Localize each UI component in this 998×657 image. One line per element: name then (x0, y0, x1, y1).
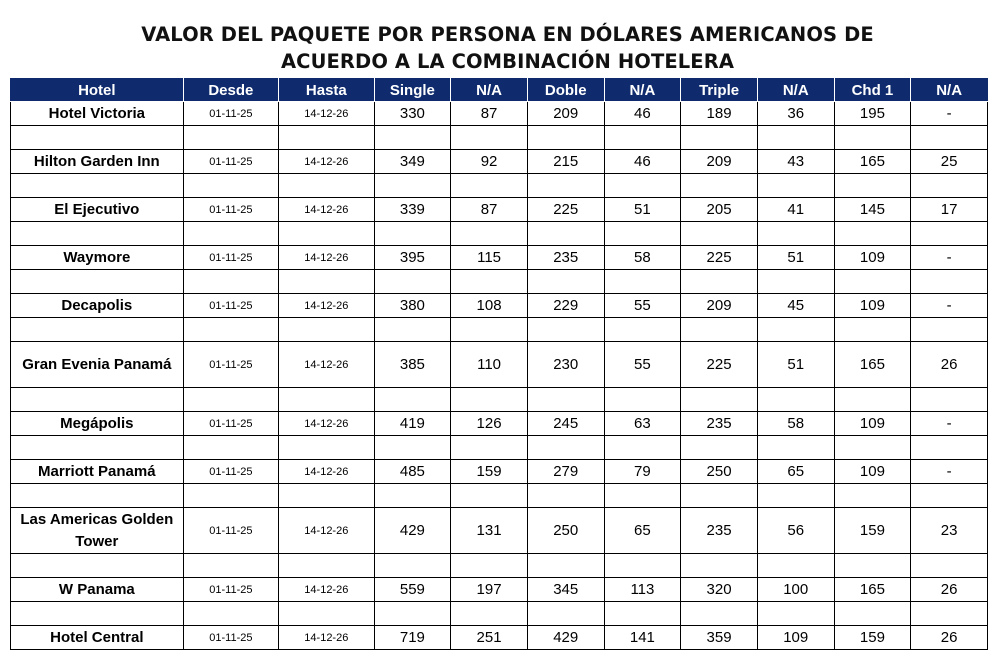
na-3-cell: 56 (757, 508, 834, 554)
empty-cell (451, 484, 528, 508)
na-2-cell: 55 (604, 342, 681, 388)
hotel-name-cell: Megápolis (11, 412, 184, 436)
empty-cell (681, 602, 758, 626)
empty-cell (681, 388, 758, 412)
empty-cell (279, 318, 374, 342)
empty-cell (374, 602, 451, 626)
na-3-cell: 100 (757, 578, 834, 602)
triple-cell: 225 (681, 246, 758, 270)
table-row (11, 460, 988, 484)
hasta-cell: 14-12-26 (279, 626, 374, 650)
empty-cell (11, 270, 184, 294)
header-na-3: N/A (757, 79, 834, 102)
empty-cell (834, 126, 911, 150)
na-3-cell: 43 (757, 150, 834, 174)
empty-cell (834, 484, 911, 508)
hotel-name-cell: Decapolis (11, 294, 184, 318)
empty-cell (11, 126, 184, 150)
empty-cell (11, 174, 184, 198)
na-4-cell: - (911, 412, 988, 436)
na-2-cell: 113 (604, 578, 681, 602)
empty-cell (451, 318, 528, 342)
triple-cell: 225 (681, 342, 758, 388)
single-cell: 339 (374, 198, 451, 222)
empty-cell (757, 174, 834, 198)
header-row (11, 79, 988, 102)
na-1-cell: 108 (451, 294, 528, 318)
empty-cell (757, 270, 834, 294)
empty-cell (374, 554, 451, 578)
desde-cell: 01-11-25 (183, 578, 278, 602)
header-chd1: Chd 1 (834, 79, 911, 102)
desde-cell: 01-11-25 (183, 246, 278, 270)
na-2-cell: 79 (604, 460, 681, 484)
na-4-cell: 17 (911, 198, 988, 222)
triple-cell: 205 (681, 198, 758, 222)
hotel-price-table (10, 78, 988, 650)
empty-cell (911, 270, 988, 294)
empty-cell (183, 436, 278, 460)
header-na-1: N/A (451, 79, 528, 102)
empty-cell (183, 554, 278, 578)
table-row (11, 578, 988, 602)
chd1-cell: 165 (834, 578, 911, 602)
empty-cell (834, 602, 911, 626)
triple-cell: 235 (681, 412, 758, 436)
na-4-cell: - (911, 294, 988, 318)
hasta-cell: 14-12-26 (279, 508, 374, 554)
empty-cell (279, 174, 374, 198)
hasta-cell: 14-12-26 (279, 150, 374, 174)
table-row (11, 102, 988, 126)
empty-cell (604, 388, 681, 412)
na-1-cell: 159 (451, 460, 528, 484)
single-cell: 485 (374, 460, 451, 484)
empty-cell (757, 222, 834, 246)
header-hotel: Hotel (11, 79, 184, 102)
na-4-cell: 26 (911, 342, 988, 388)
table-row (11, 508, 988, 554)
table-row (11, 150, 988, 174)
empty-cell (604, 484, 681, 508)
empty-cell (183, 318, 278, 342)
empty-cell (604, 270, 681, 294)
empty-cell (11, 554, 184, 578)
spacer-row (11, 270, 988, 294)
empty-cell (757, 318, 834, 342)
empty-cell (183, 602, 278, 626)
hotel-name-cell: Las Americas Golden Tower (11, 508, 184, 554)
spacer-row (11, 388, 988, 412)
empty-cell (527, 126, 604, 150)
empty-cell (527, 388, 604, 412)
empty-cell (757, 602, 834, 626)
empty-cell (374, 388, 451, 412)
desde-cell: 01-11-25 (183, 626, 278, 650)
single-cell: 419 (374, 412, 451, 436)
na-1-cell: 126 (451, 412, 528, 436)
doble-cell: 225 (527, 198, 604, 222)
na-2-cell: 55 (604, 294, 681, 318)
doble-cell: 230 (527, 342, 604, 388)
na-1-cell: 115 (451, 246, 528, 270)
na-1-cell: 87 (451, 102, 528, 126)
empty-cell (374, 126, 451, 150)
hasta-cell: 14-12-26 (279, 412, 374, 436)
empty-cell (604, 174, 681, 198)
hotel-name-cell: W Panama (11, 578, 184, 602)
single-cell: 349 (374, 150, 451, 174)
na-2-cell: 58 (604, 246, 681, 270)
empty-cell (279, 602, 374, 626)
header-na-2: N/A (604, 79, 681, 102)
single-cell: 429 (374, 508, 451, 554)
table-row (11, 294, 988, 318)
spacer-row (11, 602, 988, 626)
single-cell: 719 (374, 626, 451, 650)
empty-cell (757, 126, 834, 150)
empty-cell (451, 126, 528, 150)
doble-cell: 215 (527, 150, 604, 174)
table-body (11, 102, 988, 650)
chd1-cell: 109 (834, 294, 911, 318)
desde-cell: 01-11-25 (183, 198, 278, 222)
desde-cell: 01-11-25 (183, 412, 278, 436)
table-header (11, 79, 988, 102)
empty-cell (911, 484, 988, 508)
na-3-cell: 65 (757, 460, 834, 484)
chd1-cell: 109 (834, 412, 911, 436)
empty-cell (374, 484, 451, 508)
empty-cell (911, 126, 988, 150)
hotel-name-cell: Marriott Panamá (11, 460, 184, 484)
doble-cell: 429 (527, 626, 604, 650)
doble-cell: 245 (527, 412, 604, 436)
empty-cell (911, 602, 988, 626)
na-4-cell: - (911, 460, 988, 484)
hasta-cell: 14-12-26 (279, 294, 374, 318)
empty-cell (681, 174, 758, 198)
empty-cell (757, 484, 834, 508)
na-3-cell: 58 (757, 412, 834, 436)
triple-cell: 209 (681, 150, 758, 174)
single-cell: 380 (374, 294, 451, 318)
empty-cell (451, 554, 528, 578)
na-2-cell: 46 (604, 150, 681, 174)
empty-cell (183, 388, 278, 412)
na-3-cell: 51 (757, 246, 834, 270)
empty-cell (834, 388, 911, 412)
hasta-cell: 14-12-26 (279, 102, 374, 126)
empty-cell (527, 318, 604, 342)
single-cell: 330 (374, 102, 451, 126)
chd1-cell: 159 (834, 508, 911, 554)
empty-cell (527, 554, 604, 578)
spacer-row (11, 436, 988, 460)
na-2-cell: 65 (604, 508, 681, 554)
empty-cell (834, 554, 911, 578)
empty-cell (911, 388, 988, 412)
spacer-row (11, 318, 988, 342)
empty-cell (451, 174, 528, 198)
na-4-cell: - (911, 246, 988, 270)
empty-cell (681, 126, 758, 150)
empty-cell (451, 602, 528, 626)
triple-cell: 320 (681, 578, 758, 602)
na-1-cell: 197 (451, 578, 528, 602)
hotel-name-cell: El Ejecutivo (11, 198, 184, 222)
desde-cell: 01-11-25 (183, 294, 278, 318)
empty-cell (279, 436, 374, 460)
hotel-name-cell: Hilton Garden Inn (11, 150, 184, 174)
hasta-cell: 14-12-26 (279, 198, 374, 222)
empty-cell (834, 318, 911, 342)
triple-cell: 209 (681, 294, 758, 318)
empty-cell (681, 270, 758, 294)
na-4-cell: - (911, 102, 988, 126)
doble-cell: 345 (527, 578, 604, 602)
empty-cell (604, 318, 681, 342)
na-4-cell: 23 (911, 508, 988, 554)
empty-cell (183, 270, 278, 294)
hasta-cell: 14-12-26 (279, 578, 374, 602)
empty-cell (11, 436, 184, 460)
hotel-name-cell: Waymore (11, 246, 184, 270)
desde-cell: 01-11-25 (183, 342, 278, 388)
hotel-name-cell: Hotel Central (11, 626, 184, 650)
title-line-1: VALOR DEL PAQUETE POR PERSONA EN DÓLARES AMERICANOS DE (141, 23, 874, 46)
spacer-row (11, 222, 988, 246)
spacer-row (11, 174, 988, 198)
empty-cell (527, 270, 604, 294)
na-1-cell: 251 (451, 626, 528, 650)
desde-cell: 01-11-25 (183, 102, 278, 126)
hotel-name-cell: Gran Evenia Panamá (11, 342, 184, 388)
na-3-cell: 41 (757, 198, 834, 222)
doble-cell: 279 (527, 460, 604, 484)
empty-cell (604, 126, 681, 150)
na-2-cell: 141 (604, 626, 681, 650)
empty-cell (757, 388, 834, 412)
na-3-cell: 36 (757, 102, 834, 126)
triple-cell: 359 (681, 626, 758, 650)
empty-cell (757, 554, 834, 578)
empty-cell (681, 554, 758, 578)
page-title (0, 21, 998, 75)
table-row (11, 412, 988, 436)
empty-cell (374, 174, 451, 198)
empty-cell (279, 554, 374, 578)
empty-cell (604, 554, 681, 578)
empty-cell (451, 222, 528, 246)
empty-cell (527, 602, 604, 626)
empty-cell (681, 318, 758, 342)
chd1-cell: 109 (834, 460, 911, 484)
chd1-cell: 165 (834, 150, 911, 174)
empty-cell (279, 484, 374, 508)
empty-cell (911, 222, 988, 246)
empty-cell (527, 484, 604, 508)
table-row (11, 246, 988, 270)
chd1-cell: 109 (834, 246, 911, 270)
desde-cell: 01-11-25 (183, 150, 278, 174)
empty-cell (527, 222, 604, 246)
empty-cell (374, 270, 451, 294)
empty-cell (279, 388, 374, 412)
empty-cell (911, 436, 988, 460)
chd1-cell: 195 (834, 102, 911, 126)
single-cell: 385 (374, 342, 451, 388)
empty-cell (451, 436, 528, 460)
na-3-cell: 45 (757, 294, 834, 318)
single-cell: 395 (374, 246, 451, 270)
na-3-cell: 109 (757, 626, 834, 650)
doble-cell: 235 (527, 246, 604, 270)
empty-cell (911, 318, 988, 342)
empty-cell (451, 270, 528, 294)
na-1-cell: 131 (451, 508, 528, 554)
empty-cell (183, 222, 278, 246)
header-doble: Doble (527, 79, 604, 102)
na-2-cell: 63 (604, 412, 681, 436)
doble-cell: 209 (527, 102, 604, 126)
header-desde: Desde (183, 79, 278, 102)
empty-cell (11, 222, 184, 246)
empty-cell (183, 174, 278, 198)
empty-cell (183, 126, 278, 150)
empty-cell (834, 270, 911, 294)
header-hasta: Hasta (279, 79, 374, 102)
table-row (11, 198, 988, 222)
empty-cell (834, 222, 911, 246)
empty-cell (451, 388, 528, 412)
na-1-cell: 110 (451, 342, 528, 388)
na-1-cell: 87 (451, 198, 528, 222)
empty-cell (834, 436, 911, 460)
na-4-cell: 25 (911, 150, 988, 174)
empty-cell (681, 222, 758, 246)
desde-cell: 01-11-25 (183, 460, 278, 484)
empty-cell (604, 602, 681, 626)
empty-cell (11, 484, 184, 508)
doble-cell: 250 (527, 508, 604, 554)
hotel-name-cell: Hotel Victoria (11, 102, 184, 126)
triple-cell: 250 (681, 460, 758, 484)
empty-cell (834, 174, 911, 198)
empty-cell (183, 484, 278, 508)
empty-cell (374, 436, 451, 460)
empty-cell (527, 174, 604, 198)
chd1-cell: 159 (834, 626, 911, 650)
header-single: Single (374, 79, 451, 102)
spacer-row (11, 554, 988, 578)
chd1-cell: 145 (834, 198, 911, 222)
hasta-cell: 14-12-26 (279, 460, 374, 484)
empty-cell (374, 222, 451, 246)
table-row (11, 626, 988, 650)
doble-cell: 229 (527, 294, 604, 318)
empty-cell (911, 174, 988, 198)
empty-cell (681, 436, 758, 460)
title-line-2: ACUERDO A LA COMBINACIÓN HOTELERA (280, 50, 735, 73)
empty-cell (604, 222, 681, 246)
empty-cell (527, 436, 604, 460)
empty-cell (911, 554, 988, 578)
single-cell: 559 (374, 578, 451, 602)
na-3-cell: 51 (757, 342, 834, 388)
empty-cell (279, 270, 374, 294)
spacer-row (11, 484, 988, 508)
desde-cell: 01-11-25 (183, 508, 278, 554)
empty-cell (11, 602, 184, 626)
empty-cell (279, 222, 374, 246)
header-na-4: N/A (911, 79, 988, 102)
empty-cell (604, 436, 681, 460)
empty-cell (681, 484, 758, 508)
empty-cell (11, 388, 184, 412)
na-4-cell: 26 (911, 626, 988, 650)
spacer-row (11, 126, 988, 150)
hasta-cell: 14-12-26 (279, 342, 374, 388)
header-triple: Triple (681, 79, 758, 102)
table-row (11, 342, 988, 388)
chd1-cell: 165 (834, 342, 911, 388)
na-1-cell: 92 (451, 150, 528, 174)
empty-cell (374, 318, 451, 342)
triple-cell: 189 (681, 102, 758, 126)
na-4-cell: 26 (911, 578, 988, 602)
hasta-cell: 14-12-26 (279, 246, 374, 270)
empty-cell (11, 318, 184, 342)
triple-cell: 235 (681, 508, 758, 554)
na-2-cell: 51 (604, 198, 681, 222)
empty-cell (279, 126, 374, 150)
na-2-cell: 46 (604, 102, 681, 126)
empty-cell (757, 436, 834, 460)
